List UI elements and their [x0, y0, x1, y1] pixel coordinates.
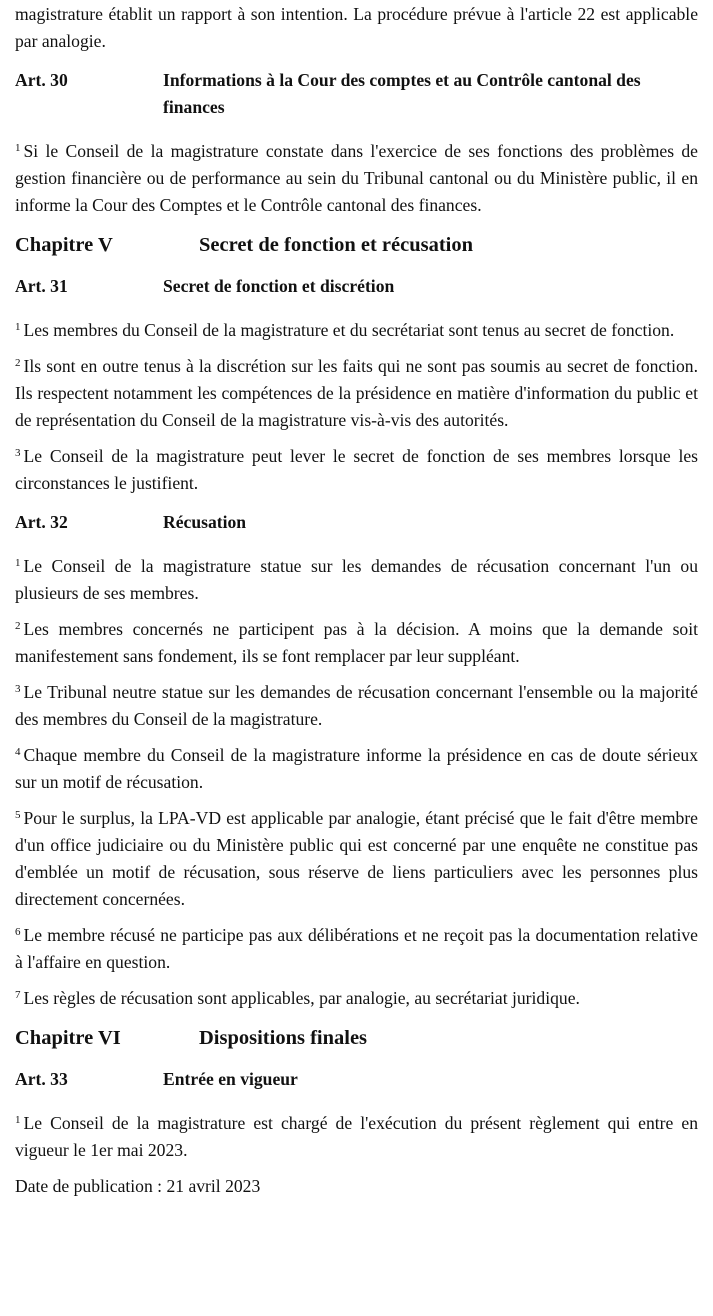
- paragraph-text: Pour le surplus, la LPA-VD est applicable par analogie, étant précisé que le fait d'être membre d'un office judiciaire ou du Ministère public qui est concerné par une enquête ne constitue pas d'emblée un motif de récusation, sous réserve de liens particuliers avec les personnes plus directement concernées.: [15, 808, 698, 909]
- chapter-title: Secret de fonction et récusation: [199, 234, 474, 256]
- document-body: [15, 67, 698, 1164]
- paragraph: [15, 443, 698, 497]
- paragraph-text: Le Conseil de la magistrature est chargé de l'exécution du présent règlement qui entre en vigueur le 1er mai 2023.: [15, 1113, 698, 1160]
- paragraph-text: Le membre récusé ne participe pas aux délibérations et ne reçoit pas la documentation relative à l'affaire en question.: [15, 925, 698, 972]
- article-number: Art. 33: [15, 1069, 68, 1089]
- paragraph: [15, 742, 698, 796]
- article-title: Entrée en vigueur: [163, 1069, 298, 1089]
- paragraph-number: 2: [15, 620, 21, 632]
- paragraph: [15, 1110, 698, 1164]
- paragraph: [15, 353, 698, 434]
- paragraph: [15, 138, 698, 219]
- intro-paragraph: magistrature établit un rapport à son intention. La procédure prévue à l'article 22 est applicable par analogie.: [15, 4, 698, 51]
- paragraph: [15, 317, 698, 344]
- article-heading: [15, 273, 698, 300]
- paragraph: [15, 679, 698, 733]
- paragraph-number: 3: [15, 447, 21, 459]
- paragraph-text: Les membres du Conseil de la magistrature et du secrétariat sont tenus au secret de fonction.: [23, 320, 675, 340]
- article-number: Art. 31: [15, 276, 68, 296]
- chapter-title: Dispositions finales: [199, 1027, 368, 1049]
- article-title: Secret de fonction et discrétion: [163, 276, 395, 296]
- paragraph-text: Les règles de récusation sont applicables, par analogie, au secrétariat juridique.: [23, 988, 580, 1008]
- paragraph-number: 1: [15, 1114, 21, 1126]
- paragraph-number: 6: [15, 926, 21, 938]
- paragraph-text: Le Conseil de la magistrature peut lever le secret de fonction de ses membres lorsque les circonstances le justifient.: [15, 446, 698, 493]
- paragraph: [15, 985, 698, 1012]
- paragraph-number: 1: [15, 321, 21, 333]
- chapter-heading: [15, 231, 698, 259]
- paragraph-number: 1: [15, 142, 21, 154]
- paragraph-number: 1: [15, 557, 21, 569]
- paragraph-text: Chaque membre du Conseil de la magistrature informe la présidence en cas de doute sérieux sur un motif de récusation.: [15, 745, 698, 792]
- paragraph: [15, 616, 698, 670]
- publication-date: Date de publication : 21 avril 2023: [15, 1176, 261, 1196]
- article-heading: [15, 509, 698, 536]
- paragraph-text: Si le Conseil de la magistrature constate dans l'exercice de ses fonctions des problèmes de gestion financière ou de performance au sein du Tribunal cantonal ou du Ministère public, il en informe la Cour des Comptes et le Contrôle cantonal des finances.: [15, 141, 698, 215]
- paragraph-number: 3: [15, 683, 21, 695]
- article-heading: [15, 67, 698, 121]
- paragraph-text: Le Conseil de la magistrature statue sur les demandes de récusation concernant l'un ou plusieurs de ses membres.: [15, 556, 698, 603]
- paragraph: [15, 922, 698, 976]
- article-heading: [15, 1066, 698, 1093]
- chapter-number: Chapitre V: [15, 234, 113, 256]
- paragraph-number: 5: [15, 809, 21, 821]
- paragraph-number: 7: [15, 989, 21, 1001]
- article-title: Informations à la Cour des comptes et au Contrôle cantonal des finances: [163, 70, 641, 117]
- paragraph-number: 2: [15, 357, 21, 369]
- paragraph-text: Le Tribunal neutre statue sur les demandes de récusation concernant l'ensemble ou la majorité des membres du Conseil de la magistrature.: [15, 682, 698, 729]
- chapter-heading: [15, 1024, 698, 1052]
- paragraph: [15, 805, 698, 913]
- paragraph-number: 4: [15, 746, 21, 758]
- article-title: Récusation: [163, 512, 247, 532]
- document-page: [15, 1, 698, 1200]
- paragraph: [15, 553, 698, 607]
- paragraph-text: Ils sont en outre tenus à la discrétion sur les faits qui ne sont pas soumis au secret de fonction. Ils respectent notamment les compétences de la présidence en matière d'information du public et de représentation du Conseil de la magistrature vis-à-vis des autorités.: [15, 356, 698, 430]
- article-number: Art. 32: [15, 512, 68, 532]
- paragraph-text: Les membres concernés ne participent pas à la décision. A moins que la demande soit manifestement sans fondement, ils se font remplacer par leur suppléant.: [15, 619, 698, 666]
- chapter-number: Chapitre VI: [15, 1027, 121, 1049]
- article-number: Art. 30: [15, 70, 68, 90]
